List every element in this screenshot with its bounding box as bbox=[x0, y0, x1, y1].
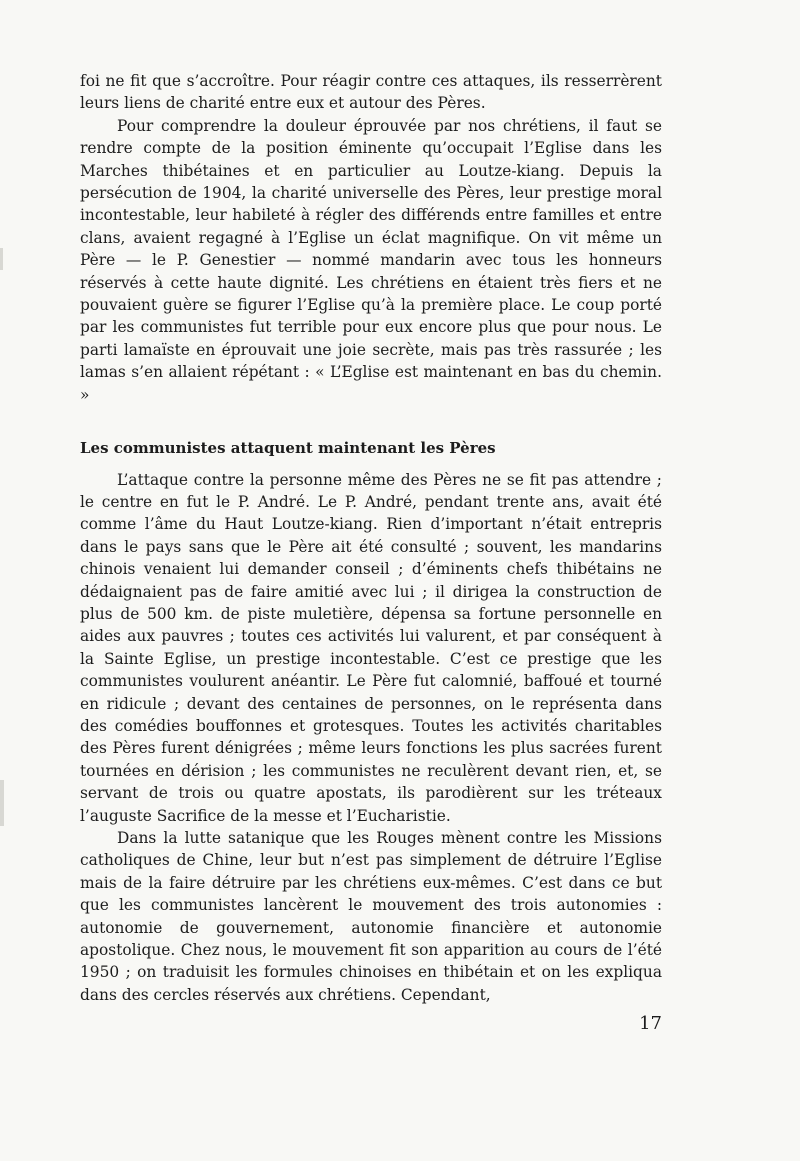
section-heading: Les communistes attaquent maintenant les Pères bbox=[80, 439, 496, 458]
scan-edge-mark bbox=[0, 780, 4, 826]
paragraph: foi ne fit que s’accroître. Pour réagir contre ces attaques, ils resserrèrent leurs liens de charité entre eux et autour des Pères. bbox=[80, 72, 662, 113]
paragraph: L’attaque contre la personne même des Pères ne se fit pas attendre ; le centre en fut le P. André. Le P. André, pendant trente ans, avait été comme l’âme du Haut Loutze-kiang. Rien d’important n’était entrepris dans le pays sans que le Père ait été consulté ; souvent, les mandarins chinois venaient lui demander conseil ; d’éminents chefs thibétains ne dédaignaient pas de faire amitié avec lui ; il dirigea la construction de plus de 500 km. de piste muletière, dépensa sa fortune personnelle en aides aux pauvres ; toutes ces activités lui valurent, et par conséquent à la Sainte Eglise, un prestige incontestable. C’est ce prestige que les communistes voulurent anéantir. Le Père fut calomnié, baffoué et tourné en ridicule ; devant des centaines de personnes, on le représenta dans des comédies bouffonnes et grotesques. Toutes les activités charitables des Pères furent dénigrées ; même leurs fonctions les plus sacrées furent tournées en dérision ; les communistes ne reculèrent devant rien, et, se servant de trois ou quatre apostats, ils parodièrent sur les tréteaux l’auguste Sacrifice de la messe et l’Eucharistie. bbox=[80, 470, 662, 825]
paragraph: Dans la lutte satanique que les Rouges mènent contre les Missions catholiques de Chine, leur but n’est pas simplement de détruire l’Eglise mais de la faire détruire par les chrétiens eux-mêmes. C’est dans ce but que les communistes lancèrent le mouvement des trois autonomies : autonomie de gouvernement, autonomie financière et autonomie apostolique. Chez nous, le mouvement fit son apparition au cours de l’été 1950 ; on traduisit les formules chinoises en thibétain et on les expliqua dans des cercles réservés aux chrétiens. Cependant, bbox=[80, 829, 662, 1004]
paragraph: Pour comprendre la douleur éprouvée par nos chrétiens, il faut se rendre compte de la position éminente qu’occupait l’Eglise dans les Marches thibétaines et en particulier au Loutze-kiang. Depuis la persécution de 1904, la charité universelle des Pères, leur prestige moral incontestable, leur habileté à régler des différends entre familles et entre clans, avaient regagné à l’Eglise un éclat magnifique. On vit même un Père — le P. Genestier — nommé mandarin avec tous les honneurs réservés à cette haute dignité. Les chrétiens en étaient très fiers et ne pouvaient guère se figurer l’Eglise qu’à la première place. Le coup porté par les communistes fut terrible pour eux encore plus que pour nous. Le parti lamaïste en éprouvait une joie secrète, mais pas très rassurée ; les lamas s’en allaient répétant : « L’Eglise est maintenant en bas du chemin. » bbox=[80, 116, 662, 404]
body-text bbox=[80, 70, 662, 1006]
scan-edge-mark bbox=[0, 248, 3, 270]
page-number: 17 bbox=[639, 1013, 662, 1034]
